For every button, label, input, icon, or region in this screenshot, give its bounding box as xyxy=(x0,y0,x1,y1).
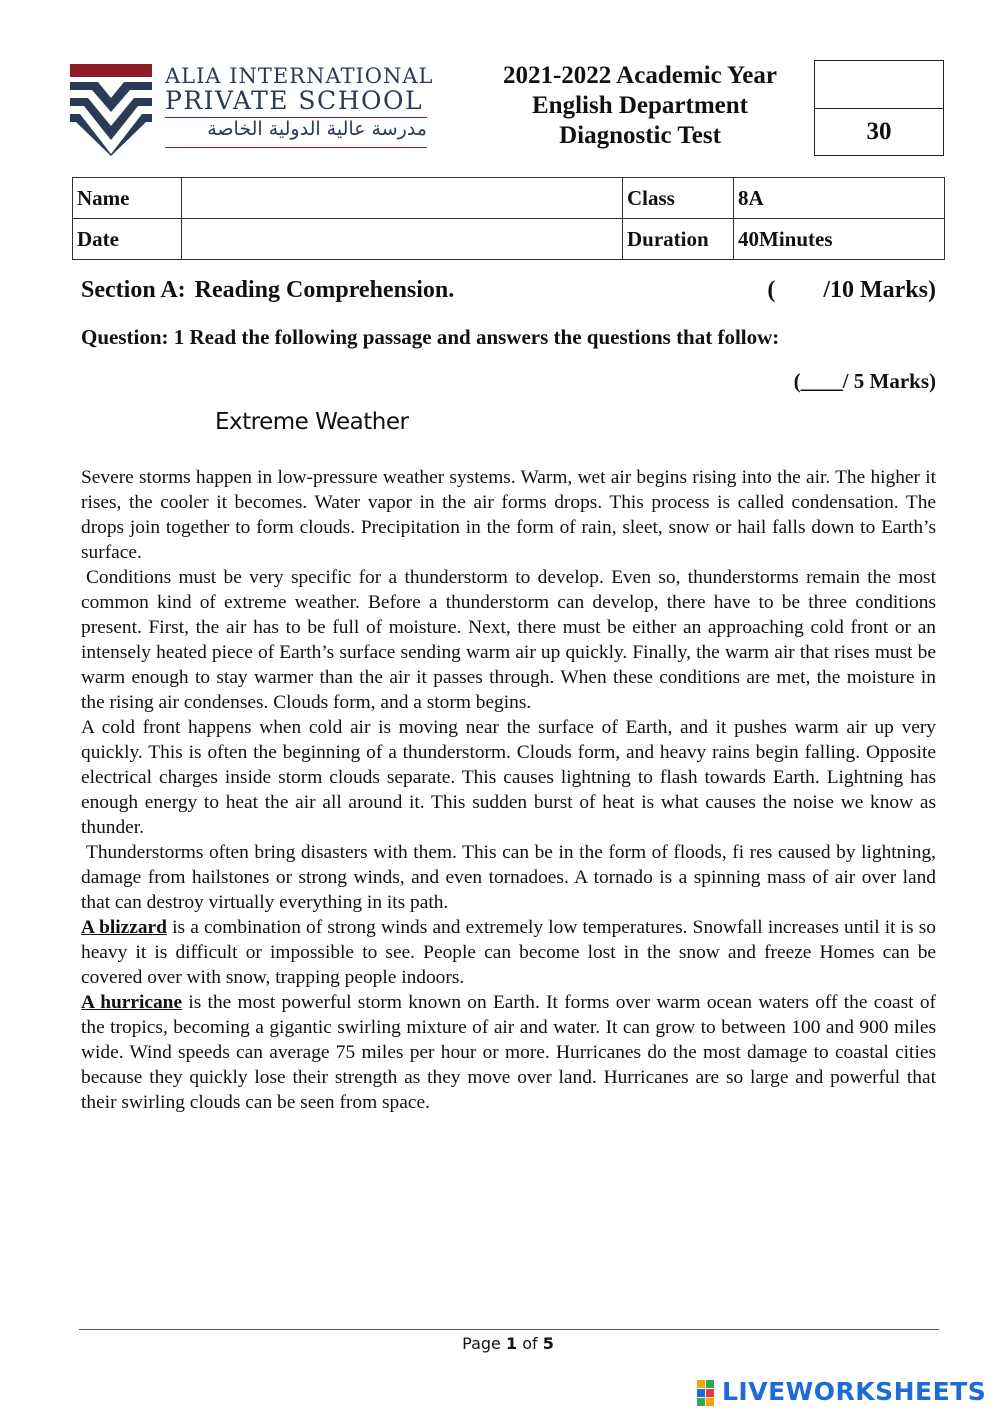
section-marks: ( /10 Marks) xyxy=(767,277,936,303)
score-obtained[interactable] xyxy=(815,61,943,108)
academic-year-heading: 2021-2022 Academic Year xyxy=(502,62,777,89)
date-field[interactable] xyxy=(182,219,623,260)
liveworksheets-logo-icon xyxy=(697,1380,723,1406)
name-label: Name xyxy=(73,178,182,219)
page-of: of xyxy=(517,1334,543,1353)
page-number xyxy=(0,1334,1000,1353)
date-label: Date xyxy=(73,219,182,260)
table-row xyxy=(73,219,945,260)
test-title-heading: Diagnostic Test xyxy=(559,122,721,149)
term-blizzard: A blizzard xyxy=(81,917,167,938)
question-instruction: Question: 1 Read the following passage and answers the questions that follow: xyxy=(81,325,780,349)
page-current: 1 xyxy=(505,1334,518,1353)
paragraph-6-text: is the most powerful storm known on Earth. It forms over warm ocean waters off the coast of the tropics, becoming a gigantic swirling mixture of air and water. It can grow to between 100 and 900 miles wide. Wind speeds can average 75 miles per hour or more. Hurricanes do the most damage to coastal cities because they quickly lose their strength as they move over land. Hurricanes are so large and powerful that their swirling clouds can be seen from space. xyxy=(81,992,936,1113)
department-heading: English Department xyxy=(532,92,748,119)
table-row xyxy=(73,178,945,219)
logo-divider-bottom xyxy=(165,147,427,148)
duration-label: Duration xyxy=(623,219,734,260)
school-logo-icon xyxy=(70,64,152,156)
class-label: Class xyxy=(623,178,734,219)
page-prefix: Page xyxy=(462,1334,506,1353)
liveworksheets-watermark[interactable]: LIVEWORKSHEETS xyxy=(722,1377,987,1406)
passage-paragraph-1: Severe storms happen in low-pressure weather systems. Warm, wet air begins rising into the air. The higher it rises, the cooler it becomes. Water vapor in the air forms drops. This process is called condensation. The drops join together to form clouds. Precipitation in the form of rain, sleet, snow or hail falls down to Earth’s surface. xyxy=(81,467,936,563)
student-info-table xyxy=(72,177,945,260)
score-box-divider xyxy=(815,108,943,109)
passage-paragraph-3: A cold front happens when cold air is moving near the surface of Earth, and it pushes warm air up very quickly. This is often the beginning of a thunderstorm. Clouds form, and heavy rains begin falling. Opposite electrical charges inside storm clouds separate. This causes lightning to flash towards Earth. Lightning has enough energy to heat the air all around it. This sudden burst of heat is what causes the noise we know as thunder. xyxy=(81,717,936,838)
passage-title: Extreme Weather xyxy=(215,409,409,435)
passage-paragraph-4: Thunderstorms often bring disasters with them. This can be in the form of floods, fi res caused by lightning, damage from hailstones or strong winds, and even tornadoes. A tornado is a spinning mass of air over land that can destroy virtually everything in its path. xyxy=(81,842,936,913)
reading-passage xyxy=(81,465,936,1115)
passage-paragraph-6 xyxy=(81,990,936,1115)
class-value: 8A xyxy=(734,178,945,219)
name-field[interactable] xyxy=(182,178,623,219)
score-total: 30 xyxy=(866,118,892,145)
paragraph-5-text: is a combination of strong winds and extremely low temperatures. Snowfall increases until it is so heavy it is difficult or impossible to see. People can become lost in the snow and freeze Homes can be covered over with snow, trapping people indoors. xyxy=(81,917,936,988)
question-marks: (____/ 5 Marks) xyxy=(793,369,936,393)
passage-paragraph-5 xyxy=(81,915,936,990)
passage-paragraph-2: Conditions must be very specific for a thunderstorm to develop. Even so, thunderstorms remain the most common kind of extreme weather. Before a thunderstorm can develop, there have to be three conditions present. First, the air has to be full of moisture. Next, there must be either an approaching cold front or an intensely heated piece of Earth’s surface sending warm air up quickly. Finally, the warm air that rises must be warm enough to stay warmer than the air it passes through. When these conditions are met, the moisture in the rising air condenses. Clouds form, and a storm begins. xyxy=(81,567,936,713)
school-name-line2: PRIVATE SCHOOL xyxy=(165,86,424,115)
school-name-line1: ALIA INTERNATIONAL xyxy=(165,64,434,88)
footer-divider xyxy=(79,1329,939,1330)
term-hurricane: A hurricane xyxy=(81,992,183,1013)
section-label: Section A: xyxy=(81,277,186,303)
duration-value: 40Minutes xyxy=(734,219,945,260)
page-total: 5 xyxy=(542,1334,554,1353)
section-title: Reading Comprehension. xyxy=(194,277,455,303)
section-heading xyxy=(81,277,454,304)
school-name-arabic: مدرسة عالية الدولية الخاصة xyxy=(207,118,427,140)
